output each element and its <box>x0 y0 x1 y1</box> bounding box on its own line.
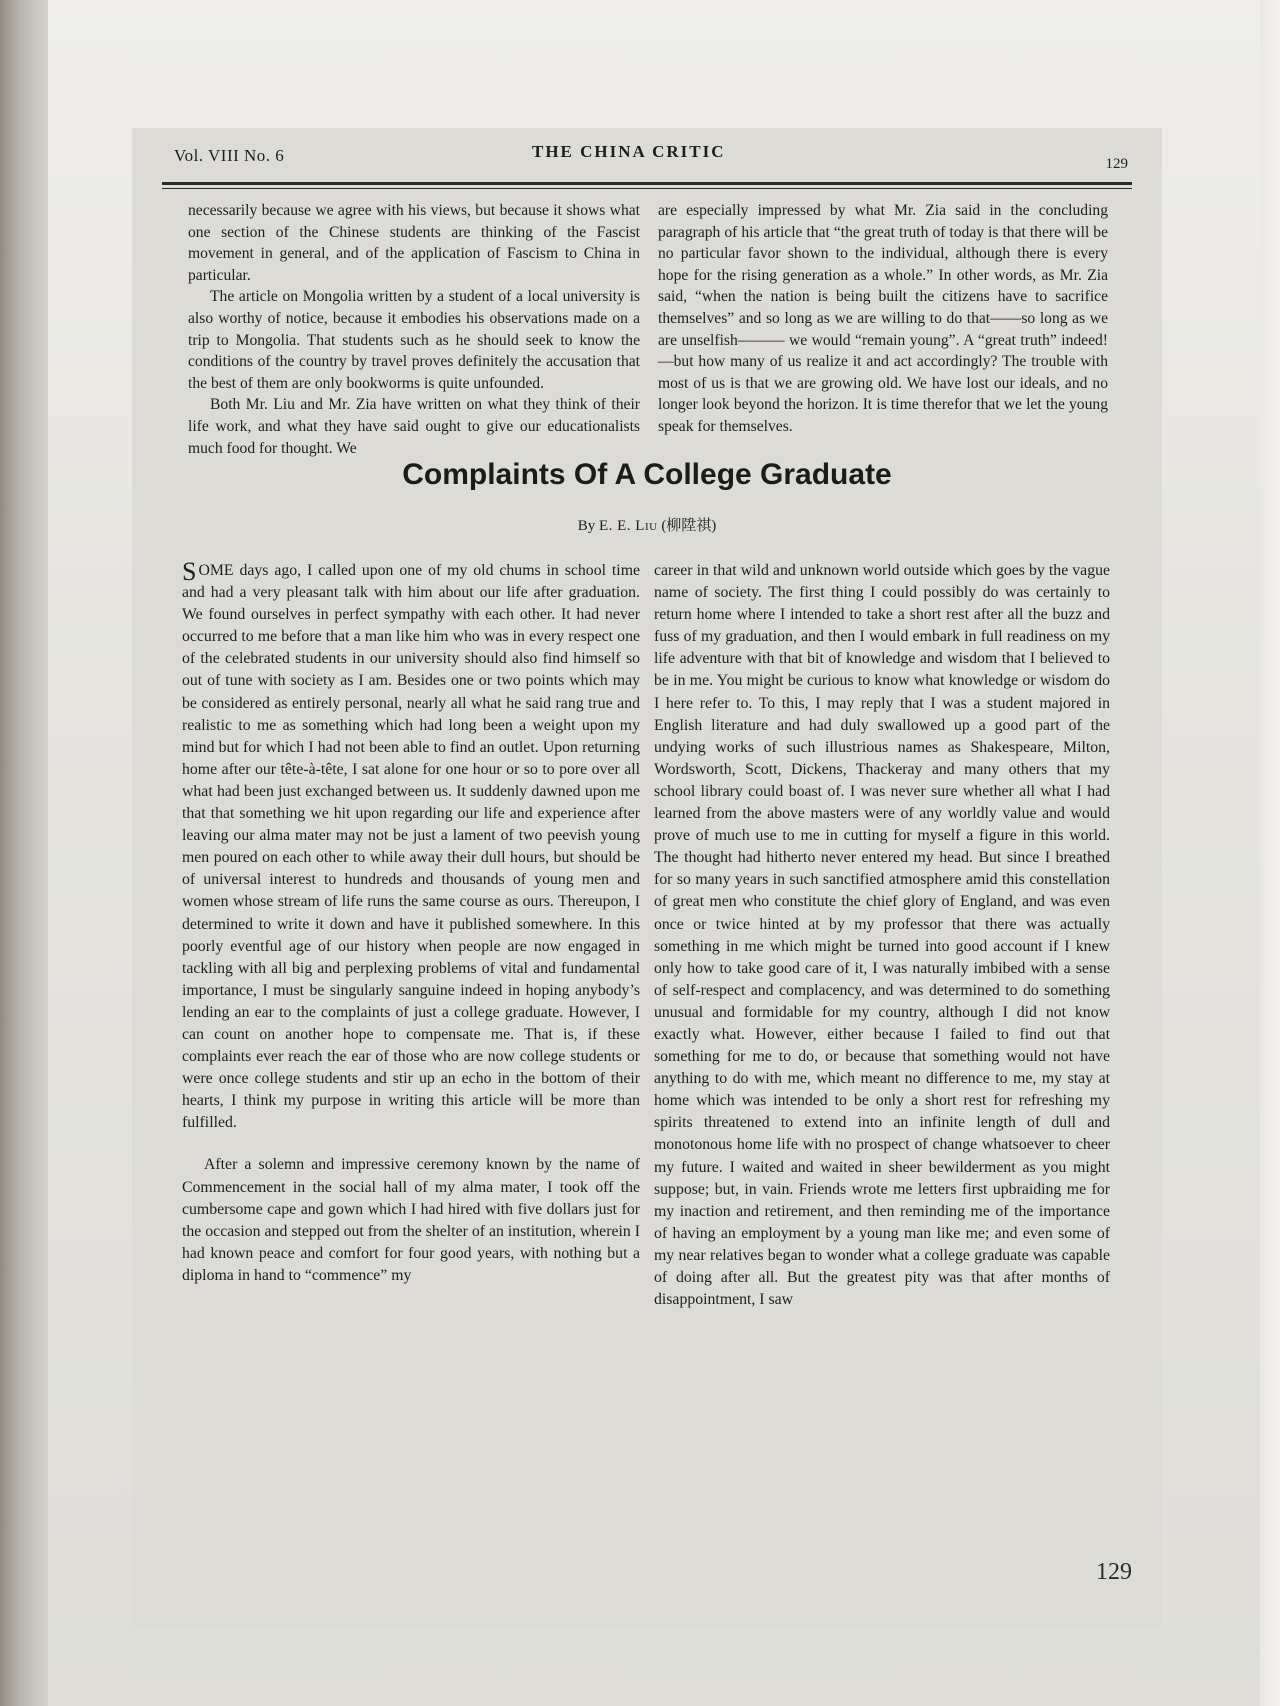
author-chinese-name: (柳陞祺) <box>661 518 717 534</box>
paragraph: career in that wild and unknown world outside which goes by the vague name of society. The first thing I could possibly do was certainly to return home where I intended to take a short rest after all the buzz and fuss of my graduation, and then I would embark in full readiness on my life adventure with that bit of knowledge and wisdom that I believed to be in me. You might be curious to know what knowledge or wisdom do I here refer to. To this, I may reply that I was a student majored in English literature and had duly swallowed up a good part of the undying works of such illustrious names as Shakespeare, Milton, Wordsworth, Scott, Dickens, Thackeray and many others that my school library could boast of. I was never sure whether all what I had learned from the above masters were of any worldly value and would prove of much use to me in cutting for myself a figure in this world. The thought had hitherto never entered my head. But since I breathed for so many years in such sanctified atmosphere amid this constellation of great men who constitute the chief glory of England, and was even once or twice hinted at by my professor that there was actually something in me which might be turned into good account if I knew only how to take good care of it, I was naturally imbibed with a sense of self-respect and complacency, and was determined to do something unusual and formidable for my country, although I did not know exactly what. However, either because I failed to find out that something for me to do, or because that something would not have anything to do with me, which meant no difference to me, my stay at home which was intended to be only a short rest for refreshing my spirits threatened to extend into an infinite length of dull and monotonous home life with no prospect of change whatsoever to cheer my future. I waited and waited in sheer bewilderment as you might suppose; but, in vain. Friends wrote me letters first upbraiding me for my inaction and retirement, and then reminding me of the importance of having an employment by a young man like me; and even some of my near relatives began to wonder what a college graduate was capable of doing after all. But the greatest pity was that after months of disappointment, I saw <box>654 562 1110 1309</box>
header-journal-title: THE CHINA CRITIC <box>532 142 726 161</box>
previous-article-right-column <box>658 200 1108 438</box>
paragraph: necessarily because we agree with his views, but because it shows what one section of the Chinese students are thinking of the Fascist movement in general, and of the application of Fascism to China in particular. <box>188 202 640 284</box>
article-left-column <box>182 557 640 1287</box>
paragraph-text: OME days ago, I called upon one of my old chums in school time and had a very pleasant talk with him about our life after graduation. We found ourselves in perfect sympathy with each other. It had never occurred to me before that a man like him who was in every respect one of the celebrated students in our university should also find himself so out of tune with society as I am. Besides one or two points which may be considered as entirely personal, nearly all what he said rang true and realistic to me as something which had long been a weight upon my mind but for which I had not been able to find an outlet. Upon returning home after our tête-à-tête, I sat alone for one hour or so to pore over all what had been just exchanged between us. It suddenly dawned upon me that that something we hit upon regarding our life and experience after leaving our alma mater may not be just a lament of two peevish young men poured on each other to while away their dull hours, but should be of universal interest to hundreds and thousands of young men and women whose stream of life runs the same course as ours. Thereupon, I determined to write it down and have it published somewhere. In this poorly eventful age of our history when people are now engaged in tackling with all big and perplexing problems of vital and fundamental importance, I must be singularly sanguine indeed in hoping anybody’s lending an ear to the complaints of just a college graduate. However, I can count on another hope to compensate me. That is, if these complaints ever reach the ear of those who are now college students or were once college students and stir up an echo in the bottom of their hearts, I think my purpose in writing this article will be more than fulfilled. <box>182 562 640 1132</box>
header-volume: Vol. VIII No. 6 <box>174 146 285 165</box>
author-name: E. E. Liu <box>598 518 658 534</box>
previous-article-left-column <box>188 200 640 459</box>
paragraph <box>182 557 640 1134</box>
article-title: Complaints Of A College Graduate <box>402 458 892 491</box>
book-binding-shadow <box>0 0 48 1706</box>
paragraph: are especially impressed by what Mr. Zia said in the concluding paragraph of his article that “the great truth of today is that there will be no particular favor shown to the individual, although there is every hope for the rising generation as a whole.” In other words, as Mr. Zia said, “when the nation is being built the citizens have to sacrifice themselves” and so long as we are willing to do that——so long as we are unselfish——— we would “remain young”. A “great truth” indeed!—but how many of us realize it and act accordingly? The trouble with most of us is that we are growing old. We have lost our ideals, and no longer look beyond the horizon. It is time therefor that we let the young speak for themselves. <box>658 202 1108 435</box>
running-header <box>132 128 1162 174</box>
header-rule-thin <box>162 188 1132 189</box>
article-right-column <box>654 560 1110 1311</box>
byline-by: By <box>577 518 596 534</box>
paragraph: The article on Mongolia written by a student of a local university is also worthy of notice, because it embodies his observations made on a trip to Mongolia. That students such as he should seek to know the conditions of the country by travel proves definitely the accusation that the best of them are only bookworms is quite unfounded. <box>188 288 640 392</box>
header-rule-thick <box>162 182 1132 185</box>
paragraph: Both Mr. Liu and Mr. Zia have written on what they think of their life work, and what they have said ought to give our educationalists much food for thought. We <box>188 396 640 457</box>
drop-cap: S <box>182 557 197 586</box>
book-page <box>48 0 1260 1706</box>
byline <box>132 514 1162 535</box>
printed-area <box>132 128 1162 1628</box>
page-number-footer: 129 <box>1096 1559 1132 1585</box>
paragraph: After a solemn and impressive ceremony known by the name of Commencement in the social hall of my alma mater, I took off the cumbersome cape and gown which I had hired with five dollars just for the occasion and stepped out from the shelter of an institution, wherein I had known peace and comfort for four good years, with nothing but a diploma in hand to “commence” my <box>182 1156 640 1284</box>
paragraph-gap <box>182 1134 640 1154</box>
page-edge <box>1260 0 1280 1706</box>
header-page-number: 129 <box>1105 156 1128 172</box>
